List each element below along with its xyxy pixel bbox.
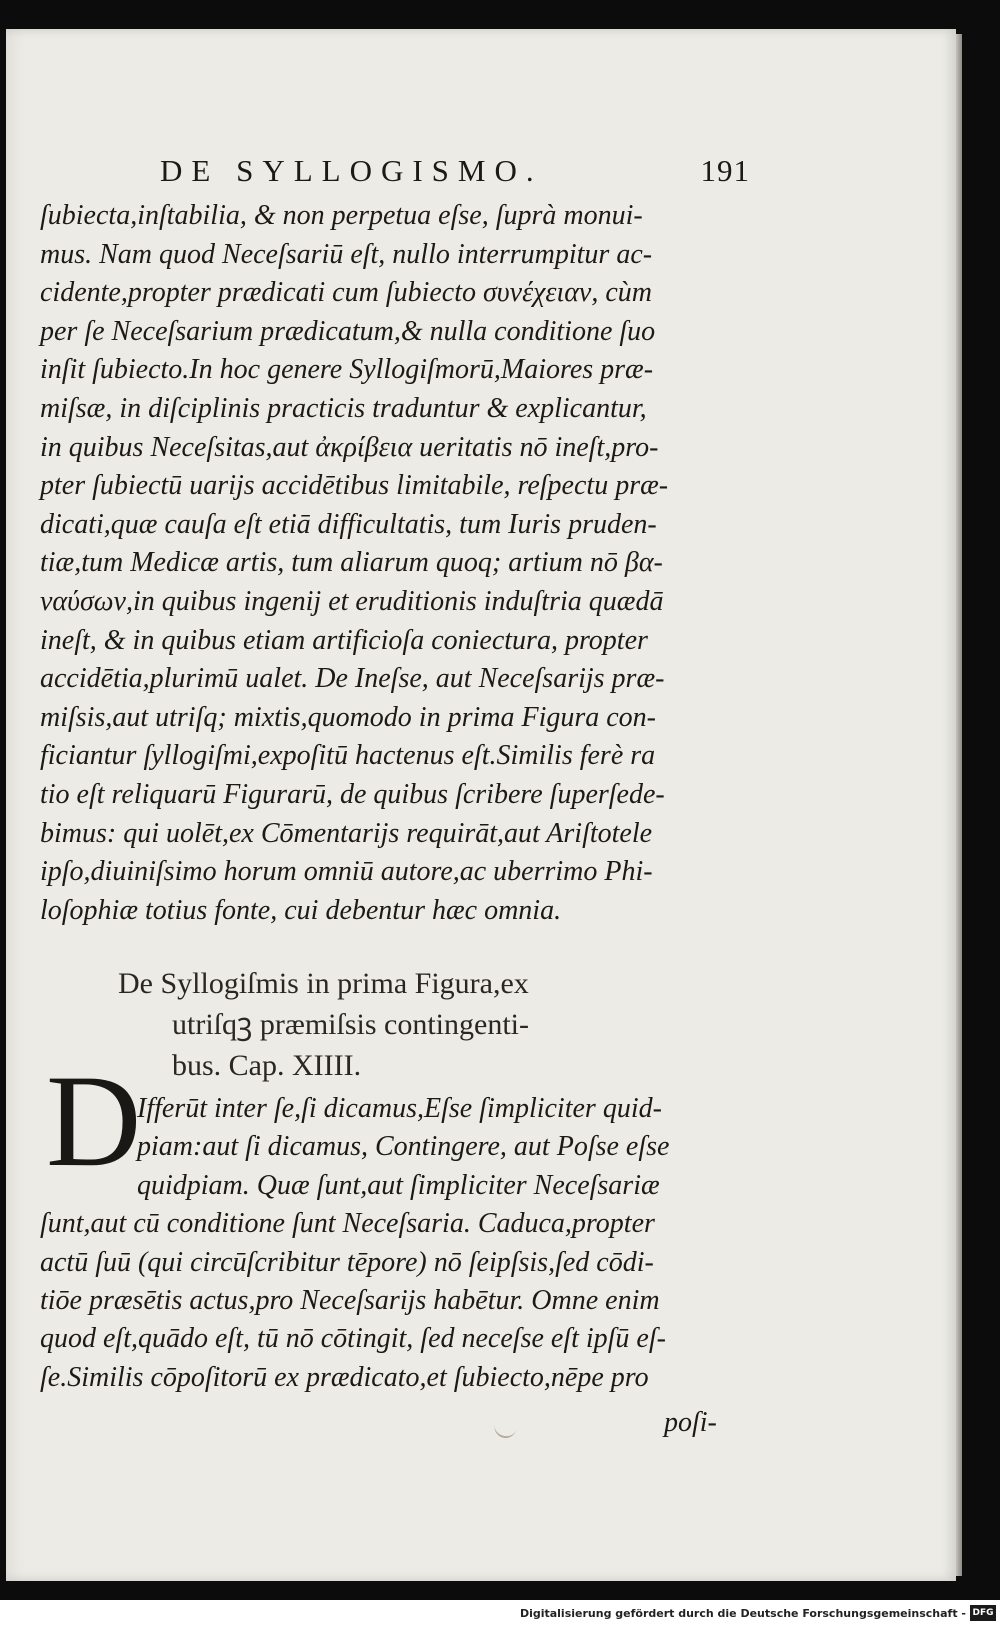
text-line: ſubiecta,inſtabilia, & non perpetua eſse, ſuprà monui- <box>40 200 643 231</box>
text-line: tio eſt reliquarū Figurarū, de quibus ſcribere ſuperſede- <box>40 778 665 810</box>
text-line: Ifferūt inter ſe,ſi dicamus,Eſse ſimpliciter quid- <box>137 1093 662 1124</box>
text-line: inſit ſubiecto.In hoc genere Syllogiſmorū,Maiores præ- <box>40 354 654 386</box>
digitization-footer <box>0 1600 1000 1628</box>
text-line: accidētia,plurimū ualet. De Ineſse, aut Neceſsarijs præ- <box>40 663 665 695</box>
chapter-heading-line: bus. Cap. XIIII. <box>172 1049 362 1082</box>
chapter-heading-line: De Syllogiſmis in prima Figura,ex <box>118 967 529 1000</box>
text-line: quod eſt,quādo eſt, tū nō cōtingit, ſed neceſse eſt ipſū eſ- <box>40 1323 666 1355</box>
text-line: cidente,propter prædicati cum ſubiecto συνέχειαν, cùm <box>40 277 653 309</box>
chapter-heading <box>118 963 678 1086</box>
text-line: ficiantur ſyllogiſmi,expoſitū hactenus eſt.Similis ferè ra <box>40 740 656 772</box>
text-line: ναύσων,in quibus ingenij et eruditionis induſtria quædā <box>40 585 664 617</box>
text-line: bimus: qui uolēt,ex Cōmentarijs requirāt,aut Ariſtotele <box>40 817 653 849</box>
page-number: 191 <box>700 153 750 188</box>
text-line: per ſe Neceſsarium prædicatum,& nulla conditione ſuo <box>40 315 656 347</box>
text-line: tiōe præsētis actus,pro Neceſsarijs habētur. Omne enim <box>40 1284 660 1316</box>
dfg-logo-icon: DFG <box>970 1605 996 1621</box>
drop-cap: D <box>46 1047 142 1194</box>
text-line: ineſt, & in quibus etiam artificioſa coniectura, propter <box>40 624 648 656</box>
text-line: quidpiam. Quæ ſunt,aut ſimpliciter Neceſsariæ <box>137 1169 660 1201</box>
running-head <box>160 153 750 193</box>
text-line: mus. Nam quod Neceſsariū eſt, nullo interrumpitur ac- <box>40 238 653 270</box>
funding-credit: Digitalisierung gefördert durch die Deutsche Forschungsgemeinschaft - <box>519 1607 966 1620</box>
text-line: tiæ,tum Medicæ artis, tum aliarum quoq; artium nō βα- <box>40 547 663 579</box>
chapter-text <box>40 1090 750 1397</box>
text-line: ipſo,diuiniſsimo horum omniū autore,ac uberrimo Phi- <box>40 856 653 888</box>
text-line: ſe.Similis cōpoſitorū ex prædicato,et ſubiecto,nēpe pro <box>40 1361 649 1393</box>
text-line: loſophiæ totius fonte, cui debentur hæc omnia. <box>40 894 562 926</box>
text-line: in quibus Neceſsitas,aut ἀκρίβεια ueritatis nō ineſt,pro- <box>40 431 659 463</box>
catchword: poſi- <box>664 1407 717 1438</box>
chapter-heading-line: utriſqꝫ præmiſsis contingenti- <box>172 1008 529 1041</box>
text-line: pter ſubiectū uarijs accidētibus limitabile, reſpectu præ- <box>40 470 669 502</box>
body-text <box>40 197 750 930</box>
text-line: actū ſuū (qui circūſcribitur tēpore) nō ſeipſsis,ſed cōdi- <box>40 1246 654 1278</box>
text-line: ſunt,aut cū conditione ſunt Neceſsaria. Caduca,propter <box>40 1208 655 1240</box>
text-line: dicati,quæ cauſa eſt etiā difficultatis, tum Iuris pruden- <box>40 508 657 540</box>
text-line: piam:aut ſi dicamus, Contingere, aut Poſse eſse <box>137 1131 670 1163</box>
running-title: DE SYLLOGISMO. <box>160 153 543 188</box>
text-line: miſsæ, in diſciplinis practicis traduntur & explicantur, <box>40 392 647 424</box>
text-line: miſsis,aut utriſq; mixtis,quomodo in prima Figura con- <box>40 701 656 733</box>
